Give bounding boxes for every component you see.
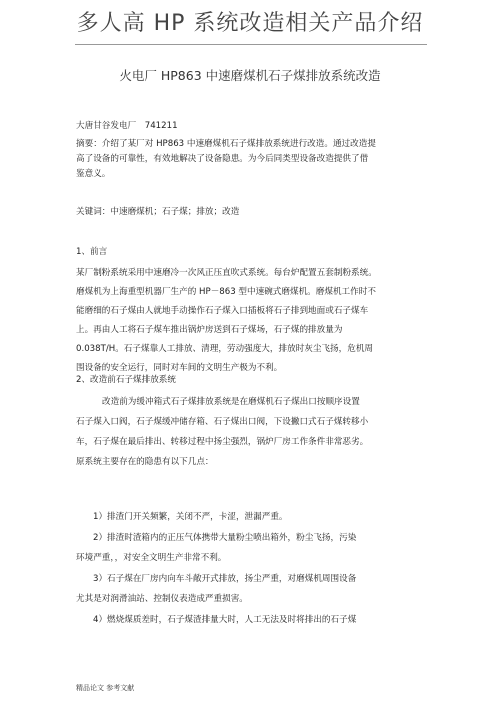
author-line-block [76, 119, 432, 134]
section2-body [76, 395, 432, 470]
keywords-block [76, 205, 432, 220]
section2-heading: 2、改造前石子煤排放系统 [76, 375, 176, 385]
paragraph-line: 车，石子煤在最后排出、转移过程中扬尘强烈，锅炉厂房工作条件非常恶劣。 [76, 437, 369, 447]
section2-heading-block [76, 373, 432, 388]
list-item-continuation: 尤其是对润滑油站、控制仪表造成严重损害。 [76, 594, 248, 604]
abstract-line: 鉴意义。 [76, 169, 111, 179]
abstract-block [76, 137, 432, 182]
paragraph-line: 能磨细的石子煤由人就地手动操作石子煤入口插板将石子排到地面或石子煤车 [76, 306, 369, 316]
document-title: 火电厂 HP863 中速磨煤机石子煤排放系统改造 [119, 68, 381, 83]
section1-body [76, 266, 432, 376]
abstract-line: 高了设备的可靠性，有效地解决了设备隐患。为今后同类型设备改造提供了借 [76, 154, 369, 164]
keywords-line: 关键词：中速磨煤机；石子煤；排放；改造 [76, 207, 240, 217]
paragraph-line: 某厂制粉系统采用中速磨冷一次风正压直吹式系统。每台炉配置五套制粉系统。 [76, 268, 377, 278]
list-item: 2）排渣时渣箱内的正压气体携带大量粉尘喷出箱外，粉尘飞扬，污染 [93, 533, 357, 543]
paragraph-line: 石子煤入口阀，石子煤缓冲储存箱、石子煤出口阀，下设撇口式石子煤转移小 [76, 417, 369, 427]
paragraph-line: 0.038T/H。石子煤靠人工排放、清理，劳动强度大，排放时灰尘飞扬，危机周 [76, 344, 374, 354]
abstract-line: 摘要：介绍了某厂对 HP863 中速磨煤机石子煤排放系统进行改造。通过改造提 [76, 139, 376, 149]
paragraph-line: 上。再由人工将石子煤车推出锅炉房送到石子煤场，石子煤的排放量为 [76, 325, 343, 335]
paragraph-line: 围设备的安全运行，同时对车间的文明生产极为不利。 [76, 363, 283, 373]
list-item-continuation: 环境严重，，对安全文明生产非常不利。 [76, 553, 227, 563]
footer-text: 精品论文 参考文献 [76, 684, 135, 692]
header-divider [75, 44, 427, 45]
list-item: 4）燃烧煤质差时，石子煤渣排量大时，人工无法及时将排出的石子煤 [93, 615, 357, 625]
author-line: 大唐甘谷发电厂 741211 [76, 121, 178, 131]
paragraph-line: 改造前为缓冲箱式石子煤排放系统是在磨煤机石子煤出口按顺序设置 [102, 397, 360, 407]
section1-heading: 1、前言 [76, 247, 108, 257]
section2-items [76, 510, 432, 628]
header-title: 多人高 HP 系统改造相关产品介绍 [76, 11, 424, 36]
paragraph-line: 原系统主要存在的隐患有以下几点： [76, 457, 214, 467]
paragraph-line: 磨煤机为上海重型机器厂生产的 HP－863 型中速碗式磨煤机。磨煤机工作时不 [76, 287, 376, 297]
list-item: 3）石子煤在厂房内向车斗敞开式排放，扬尘严重，对磨煤机周围设备 [93, 574, 357, 584]
list-item: 1）排渣门开关频繁，关闭不严，卡涩，泄漏严重。 [93, 512, 288, 522]
section1-heading-block [76, 245, 432, 260]
